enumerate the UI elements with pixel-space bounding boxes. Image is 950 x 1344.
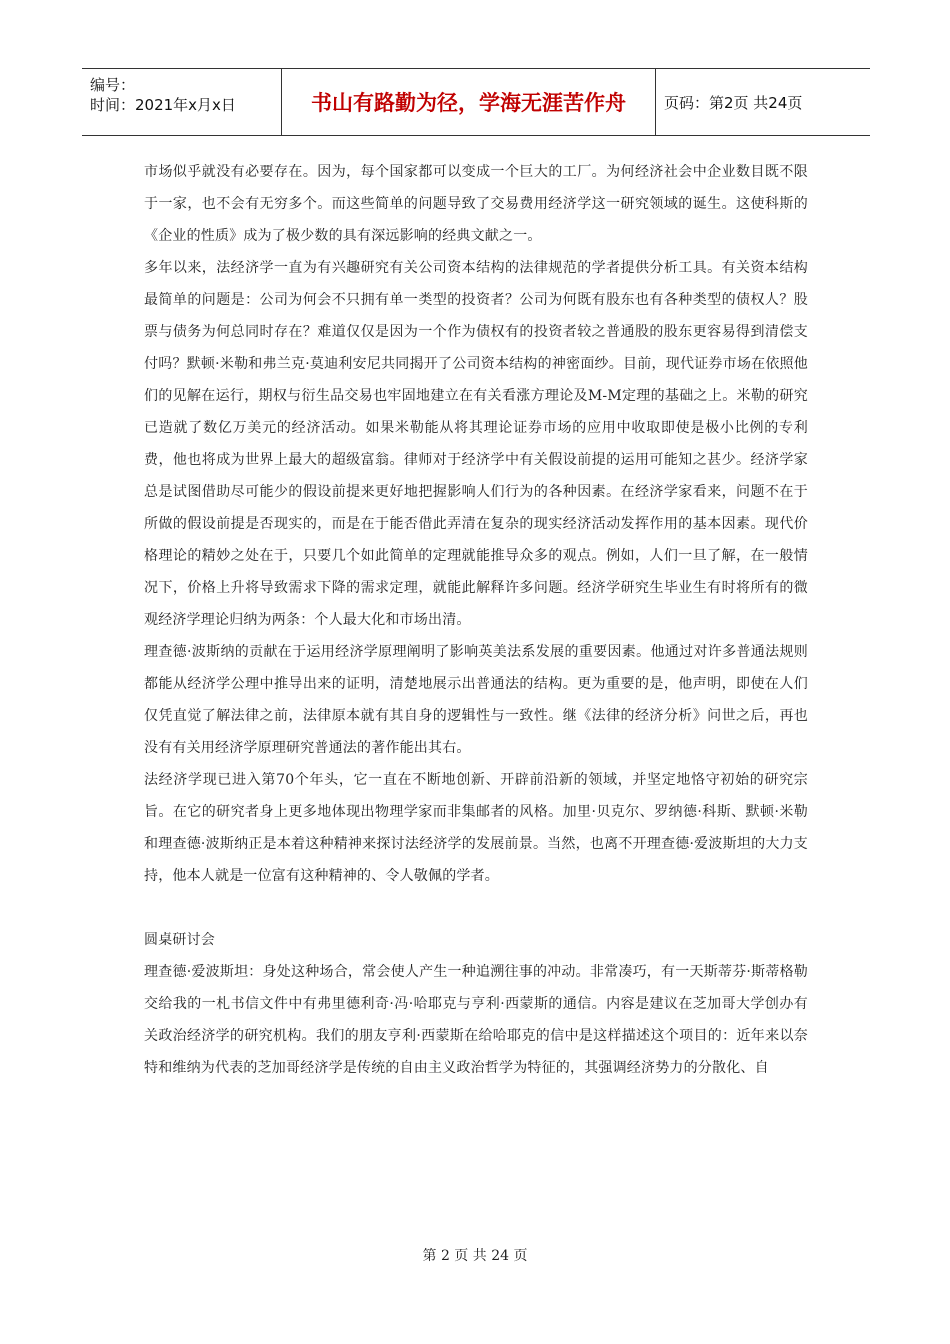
document-body xyxy=(144,156,808,1084)
body-paragraph-2: 多年以来，法经济学一直为有兴趣研究有关公司资本结构的法律规范的学者提供分析工具。有关资本结构最简单的问题是：公司为何会不只拥有单一类型的投资者？公司为何既有股东也有各种类型的债权人？股票与债务为何总同时存在？难道仅仅是因为一个作为债权有的投资者较之普通股的股东更容易得到清偿支付吗？默顿·米勒和弗兰克·莫迪利安尼共同揭开了公司资本结构的神密面纱。目前，现代证券市场在依照他们的见解在运行，期权与衍生品交易也牢固地建立在有关看涨方理论及M-M定理的基础之上。米勒的研究已造就了数亿万美元的经济活动。如果米勒能从将其理论证券市场的应用中收取即使是极小比例的专利费，他也将成为世界上最大的超级富翁。律师对于经济学中有关假设前提的运用可能知之甚少。经济学家总是试图借助尽可能少的假设前提来更好地把握影响人们行为的各种因素。在经济学家看来，问题不在于所做的假设前提是否现实的，而是在于能否借此弄清在复杂的现实经济活动发挥作用的基本因素。现代价格理论的精妙之处在于，只要几个如此简单的定理就能推导众多的观点。例如，人们一旦了解，在一般情况下，价格上升将导致需求下降的需求定理，就能此解释许多问题。经济学研究生毕业生有时将所有的微观经济学理论归纳为两条：个人最大化和市场出清。 xyxy=(144,260,808,628)
page-footer: 第 2 页 共 24 页 xyxy=(422,1248,528,1264)
section-title: 圆桌研讨会 xyxy=(144,932,215,948)
document-number-label: 编号： xyxy=(90,76,136,94)
body-paragraph-4: 法经济学现已进入第70个年头，它一直在不断地创新、开辟前沿新的领域，并坚定地恪守初始的研究宗旨。在它的研究者身上更多地体现出物理学家而非集邮者的风格。加里·贝克尔、罗纳德·科斯、默顿·米勒和理查德·波斯纳正是本着这种精神来探讨法经济学的发展前景。当然，也离不开理查德·爱波斯坦的大力支持，他本人就是一位富有这种精神的、令人敬佩的学者。 xyxy=(144,772,808,884)
document-date-label: 时间：2021年x月x日 xyxy=(90,96,236,114)
body-paragraph-3: 理查德·波斯纳的贡献在于运用经济学原理阐明了影响英美法系发展的重要因素。他通过对许多普通法规则都能从经济学公理中推导出来的证明，清楚地展示出普通法的结构。更为重要的是，他声明，即使在人们仅凭直觉了解法律之前，法律原本就有其自身的逻辑性与一致性。继《法律的经济分析》问世之后，再也没有有关用经济学原理研究普通法的著作能出其右。 xyxy=(144,644,808,756)
header-page-number: 页码：第2页 共24页 xyxy=(664,93,803,112)
paragraph-spacer xyxy=(144,892,808,924)
body-paragraph-1: 市场似乎就没有必要存在。因为，每个国家都可以变成一个巨大的工厂。为何经济社会中企业数目既不限于一家，也不会有无穷多个。而这些简单的问题导致了交易费用经济学这一研究领域的诞生。这使科斯的《企业的性质》成为了极少数的具有深远影响的经典文献之一。 xyxy=(144,164,808,244)
header-meta xyxy=(82,69,282,135)
header-motto: 书山有路勤为径，学海无涯苦作舟 xyxy=(282,69,656,135)
section-paragraph: 理查德·爱波斯坦：身处这种场合，常会使人产生一种追溯往事的冲动。非常凑巧，有一天斯蒂芬·斯蒂格勒交给我的一札书信文件中有弗里德利奇·冯·哈耶克与亨利·西蒙斯的通信。内容是建议在芝加哥大学创办有关政治经济学的研究机构。我们的朋友亨利·西蒙斯在给哈耶克的信中是这样描述这个项目的：近年来以奈特和维纳为代表的芝加哥经济学是传统的自由主义政治哲学为特征的，其强调经济势力的分散化、自 xyxy=(144,964,808,1076)
page-header xyxy=(82,68,870,136)
